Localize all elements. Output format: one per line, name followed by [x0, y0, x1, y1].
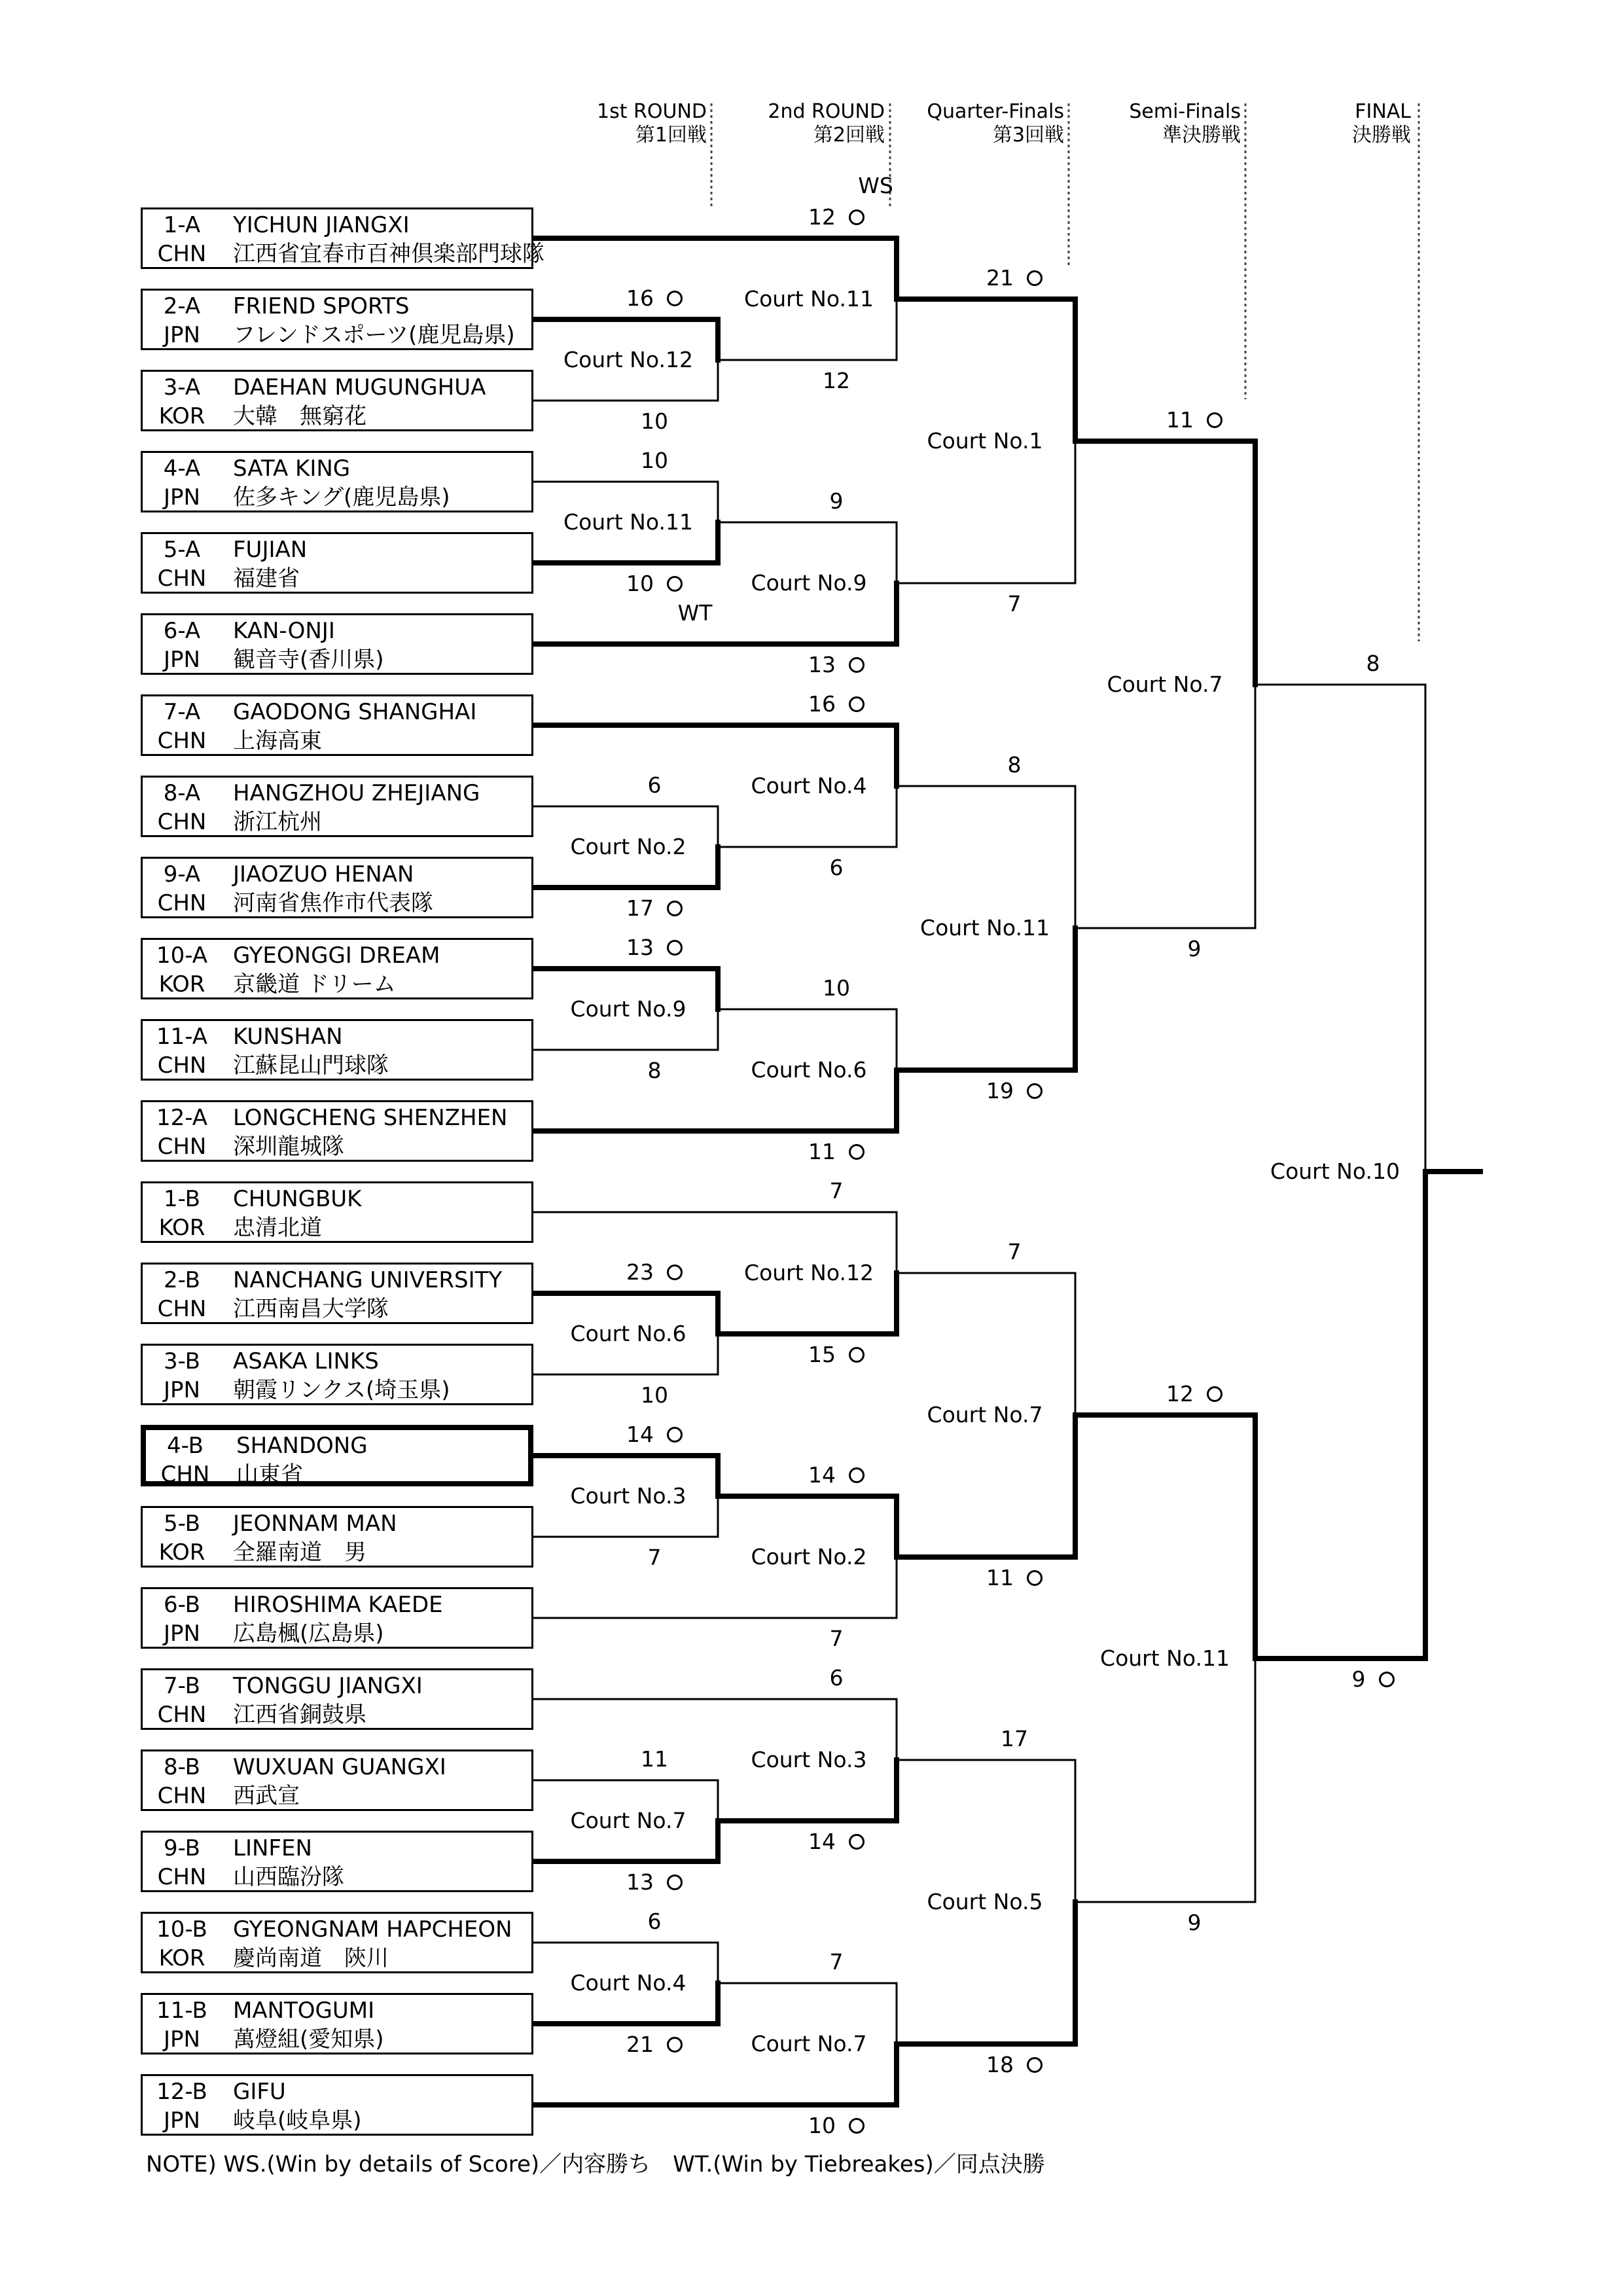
team-country: CHN — [157, 1702, 207, 1728]
score — [1063, 1910, 1325, 1935]
footnote: NOTE) WS.(Win by details of Score)／内容勝ち WT.(Win by Tiebreakes)／同点決勝 — [146, 2151, 1045, 2178]
score-text: 7 — [1007, 591, 1022, 617]
score-text: 9 — [829, 488, 844, 514]
court-label-text: Court No.9 — [751, 570, 867, 596]
score-text: 21 — [986, 265, 1014, 291]
team-name-en: SHANDONG — [236, 1433, 368, 1459]
score — [705, 1666, 967, 1691]
score-text: 7 — [647, 1545, 662, 1570]
team-name-ja: 萬燈組(愛知県) — [233, 2026, 384, 2053]
win-mark-icon — [667, 901, 683, 916]
court-label-text: Court No.3 — [751, 1747, 867, 1772]
round-header-en: Semi-Finals — [1129, 100, 1241, 123]
score — [705, 1463, 967, 1488]
win-mark-icon — [667, 940, 683, 956]
team-name-ja: 山西臨汾隊 — [233, 1864, 344, 1890]
team-name-en: FUJIAN — [233, 537, 308, 563]
court-label-text: Court No.7 — [751, 2031, 867, 2056]
team-name-ja: 江西南昌大学隊 — [233, 1296, 389, 1322]
score — [1242, 651, 1504, 676]
court-label-text: Court No.11 — [744, 286, 874, 312]
team-seed: 9-A — [163, 861, 201, 888]
round-header — [688, 100, 885, 147]
score-text: 17 — [1001, 1726, 1028, 1751]
score-text: 7 — [829, 1949, 844, 1975]
team-name-en: GYEONGNAM HAPCHEON — [233, 1916, 512, 1943]
team-seed: 5-A — [163, 537, 201, 563]
team-seed: 7-A — [163, 699, 201, 725]
team-name-en: HIROSHIMA KAEDE — [233, 1592, 443, 1618]
score-text: 8 — [1366, 651, 1380, 676]
win-mark-icon — [1207, 412, 1222, 428]
court-label-text: Court No.9 — [570, 996, 687, 1022]
team-name-en: GIFU — [233, 2079, 286, 2105]
score-text: 11 — [1166, 407, 1194, 433]
score — [883, 1240, 1145, 1265]
score — [705, 205, 967, 230]
team-name-en: SATA KING — [233, 456, 351, 482]
team-country: CHN — [157, 1052, 207, 1079]
court-label-text: Court No.4 — [751, 773, 867, 798]
court-label-text: Court No.6 — [751, 1057, 867, 1083]
team-name-ja: 朝霞リンクス(埼玉県) — [233, 1377, 450, 1403]
team-name-en: ASAKA LINKS — [233, 1348, 379, 1374]
team-name-en: GYEONGGI DREAM — [233, 942, 440, 969]
score-text: 14 — [808, 1462, 836, 1488]
score-text: 17 — [626, 895, 654, 921]
team-name-en: TONGGU JIANGXI — [233, 1673, 423, 1699]
team-name-ja: 西武宣 — [233, 1783, 300, 1809]
win-note-text: WS — [858, 173, 893, 198]
court-label-text: Court No.7 — [1107, 672, 1223, 697]
win-mark-icon — [1027, 2057, 1043, 2073]
team-seed: 2-B — [163, 1267, 200, 1293]
team-entry — [141, 1993, 533, 2054]
team-seed: 11-A — [156, 1024, 208, 1050]
team-name-en: DAEHAN MUGUNGHUA — [233, 374, 486, 401]
win-note — [745, 173, 1007, 198]
team-country: CHN — [160, 1462, 210, 1488]
score — [883, 2053, 1145, 2077]
score — [883, 1079, 1145, 1103]
team-country: JPN — [164, 484, 200, 511]
team-country: CHN — [157, 1296, 207, 1322]
score-text: 12 — [823, 368, 850, 393]
score — [705, 2113, 967, 2138]
win-mark-icon — [667, 1874, 683, 1890]
team-name-en: MANTOGUMI — [233, 1998, 375, 2024]
team-entry — [141, 776, 533, 837]
score-text: 18 — [986, 2052, 1014, 2077]
team-name-en: FRIEND SPORTS — [233, 293, 410, 319]
score-text: 15 — [808, 1342, 836, 1367]
team-name-ja: 大韓 無窮花 — [233, 403, 366, 429]
team-country: KOR — [158, 971, 205, 997]
team-entry — [141, 451, 533, 512]
team-name-ja: 上海高東 — [233, 728, 322, 754]
team-seed: 5-B — [163, 1511, 200, 1537]
team-entry — [141, 694, 533, 756]
court-label-text: Court No.4 — [570, 1970, 687, 1996]
win-mark-icon — [1027, 1083, 1043, 1099]
team-country: CHN — [157, 1864, 207, 1890]
team-entry — [141, 1425, 533, 1486]
team-seed: 2-A — [163, 293, 201, 319]
score — [705, 1139, 967, 1164]
win-mark-icon — [1379, 1672, 1395, 1687]
win-mark-icon — [849, 696, 865, 712]
score-text: 10 — [641, 1382, 668, 1408]
team-entry — [141, 1831, 533, 1892]
score — [524, 1870, 785, 1895]
score — [705, 653, 967, 677]
team-seed: 6-B — [163, 1592, 200, 1618]
win-mark-icon — [1207, 1386, 1222, 1402]
team-seed: 6-A — [163, 618, 201, 644]
team-seed: 10-B — [156, 1916, 207, 1943]
team-entry — [141, 2074, 533, 2136]
score-text: 16 — [626, 285, 654, 311]
score — [705, 1179, 967, 1204]
team-name-en: JIAOZUO HENAN — [233, 861, 414, 888]
team-country: JPN — [164, 2026, 200, 2053]
score-text: 14 — [808, 1829, 836, 1854]
team-entry — [141, 1019, 533, 1081]
score-text: 13 — [808, 652, 836, 677]
team-seed: 4-A — [163, 456, 201, 482]
score — [705, 1950, 967, 1975]
team-name-ja: 山東省 — [236, 1462, 303, 1488]
round-header — [1215, 100, 1411, 147]
score-text: 10 — [641, 408, 668, 434]
score — [1063, 408, 1325, 433]
court-label-text: Court No.7 — [927, 1402, 1043, 1427]
team-name-ja: 佐多キング(鹿児島県) — [233, 484, 450, 511]
win-mark-icon — [849, 1834, 865, 1850]
team-name-ja: 忠清北道 — [233, 1215, 322, 1241]
team-name-ja: 京畿道 ドリーム — [233, 971, 396, 997]
team-seed: 10-A — [156, 942, 208, 969]
team-seed: 3-A — [163, 374, 201, 401]
round-header — [868, 100, 1064, 147]
score — [1063, 937, 1325, 961]
team-name-en: YICHUN JIANGXI — [233, 212, 410, 238]
team-entry — [141, 1749, 533, 1811]
round-header-en: 2nd ROUND — [768, 100, 885, 123]
team-name-ja: 全羅南道 男 — [233, 1539, 366, 1566]
score — [705, 368, 967, 393]
team-country: JPN — [164, 322, 200, 348]
team-country: JPN — [164, 1621, 200, 1647]
score — [524, 896, 785, 921]
team-name-en: KAN-ONJI — [233, 618, 335, 644]
team-seed: 1-A — [163, 212, 201, 238]
round-header-ja: 第2回戦 — [813, 124, 885, 147]
round-header-en: Quarter-Finals — [927, 100, 1064, 123]
team-country: CHN — [157, 890, 207, 916]
court-label-text: Court No.1 — [927, 428, 1043, 454]
team-country: CHN — [157, 241, 207, 267]
score-text: 19 — [986, 1078, 1014, 1103]
team-name-ja: 岐阜(岐阜県) — [233, 2108, 362, 2134]
score — [705, 855, 967, 880]
team-entry — [141, 938, 533, 999]
score-text: 12 — [808, 204, 836, 230]
round-header-ja: 第1回戦 — [635, 124, 707, 147]
team-seed: 12-B — [156, 2079, 207, 2105]
score-text: 13 — [626, 1869, 654, 1895]
score-text: 10 — [823, 975, 850, 1001]
team-seed: 1-B — [163, 1186, 200, 1212]
team-name-ja: 江西省銅鼓県 — [233, 1702, 366, 1728]
score-text: 10 — [626, 571, 654, 596]
court-label-text: Court No.11 — [920, 915, 1050, 941]
team-entry — [141, 857, 533, 918]
win-mark-icon — [849, 1467, 865, 1483]
score-text: 14 — [626, 1422, 654, 1447]
round-header-ja: 準決勝戦 — [1162, 124, 1241, 147]
court-label — [1204, 1159, 1466, 1184]
round-header — [1044, 100, 1241, 147]
team-name-en: JEONNAM MAN — [233, 1511, 397, 1537]
team-name-en: HANGZHOU ZHEJIANG — [233, 780, 480, 806]
win-mark-icon — [849, 2118, 865, 2134]
team-name-ja: 河南省焦作市代表隊 — [233, 890, 433, 916]
round-header-en: FINAL — [1355, 100, 1411, 123]
score-text: 8 — [1007, 752, 1022, 778]
score-text: 7 — [829, 1626, 844, 1651]
court-label-text: Court No.12 — [744, 1260, 874, 1285]
team-entry — [141, 1100, 533, 1162]
score-text: 10 — [641, 448, 668, 473]
score — [524, 448, 785, 473]
score-text: 13 — [626, 935, 654, 960]
court-label-text: Court No.6 — [570, 1321, 687, 1346]
score — [883, 1566, 1145, 1590]
score — [883, 1727, 1145, 1751]
round-header-ja: 第3回戦 — [992, 124, 1064, 147]
score — [705, 1626, 967, 1651]
win-mark-icon — [849, 657, 865, 673]
score — [883, 266, 1145, 291]
score — [524, 1422, 785, 1447]
team-seed: 8-B — [163, 1754, 200, 1780]
court-label-text: Court No.2 — [570, 834, 687, 859]
team-seed: 11-B — [156, 1998, 207, 2024]
team-country: CHN — [157, 809, 207, 835]
team-name-ja: 福建省 — [233, 565, 300, 592]
score — [705, 692, 967, 717]
win-mark-icon — [1027, 270, 1043, 286]
team-country: CHN — [157, 728, 207, 754]
team-name-ja: 浙江杭州 — [233, 809, 322, 835]
team-name-en: KUNSHAN — [233, 1024, 343, 1050]
win-note-text: WT — [677, 600, 713, 626]
court-label-text: Court No.5 — [927, 1889, 1043, 1914]
score — [883, 592, 1145, 617]
team-name-en: GAODONG SHANGHAI — [233, 699, 477, 725]
score — [1063, 1382, 1325, 1407]
score — [705, 489, 967, 514]
win-mark-icon — [1027, 1570, 1043, 1586]
win-note — [564, 601, 826, 626]
team-entry — [141, 370, 533, 431]
team-name-en: CHUNGBUK — [233, 1186, 362, 1212]
team-entry — [141, 1344, 533, 1405]
court-label-text: Court No.12 — [563, 347, 693, 372]
team-name-en: NANCHANG UNIVERSITY — [233, 1267, 503, 1293]
win-mark-icon — [667, 1427, 683, 1443]
score-text: 7 — [829, 1178, 844, 1204]
team-name-ja: 深圳龍城隊 — [233, 1134, 344, 1160]
score — [524, 1383, 785, 1408]
team-country: KOR — [158, 1945, 205, 1971]
score-text: 6 — [647, 1909, 662, 1934]
team-name-en: LONGCHENG SHENZHEN — [233, 1105, 508, 1131]
score — [705, 1342, 967, 1367]
score — [705, 1829, 967, 1854]
team-seed: 3-B — [163, 1348, 200, 1374]
team-name-ja: 江西省宜春市百神倶楽部門球隊 — [233, 241, 544, 267]
round-header — [510, 100, 707, 147]
score — [705, 976, 967, 1001]
team-entry — [141, 613, 533, 675]
team-entry — [141, 289, 533, 350]
team-seed: 8-A — [163, 780, 201, 806]
team-name-ja: 広島楓(広島県) — [233, 1621, 384, 1647]
team-entry — [141, 1181, 533, 1243]
score — [1242, 1667, 1504, 1692]
score-text: 12 — [1166, 1381, 1194, 1407]
win-mark-icon — [849, 209, 865, 225]
team-entry — [141, 532, 533, 594]
team-entry — [141, 1263, 533, 1324]
court-label-text: Court No.7 — [570, 1808, 687, 1833]
score — [524, 409, 785, 434]
team-name-ja: 慶尚南道 陝川 — [233, 1945, 389, 1971]
win-mark-icon — [849, 1347, 865, 1363]
score-text: 7 — [1007, 1239, 1022, 1265]
team-country: JPN — [164, 2108, 200, 2134]
team-seed: 4-B — [166, 1433, 204, 1459]
score-text: 6 — [647, 772, 662, 798]
round-header-en: 1st ROUND — [597, 100, 707, 123]
round-header-ja: 決勝戦 — [1352, 124, 1411, 147]
team-country: CHN — [157, 1783, 207, 1809]
score-text: 23 — [626, 1259, 654, 1285]
court-label-text: Court No.11 — [563, 509, 693, 535]
win-mark-icon — [849, 1144, 865, 1160]
score-text: 6 — [829, 1665, 844, 1691]
court-label-text: Court No.3 — [570, 1483, 687, 1509]
court-label-text: Court No.10 — [1270, 1158, 1400, 1184]
team-entry — [141, 1587, 533, 1649]
score-text: 9 — [1187, 1910, 1202, 1935]
team-country: KOR — [158, 403, 205, 429]
score-text: 9 — [1187, 936, 1202, 961]
score-text: 9 — [1351, 1666, 1366, 1692]
team-name-ja: フレンドスポーツ(鹿児島県) — [233, 322, 515, 348]
score-text: 8 — [647, 1058, 662, 1083]
team-entry — [141, 1506, 533, 1568]
team-country: JPN — [164, 1377, 200, 1403]
team-country: CHN — [157, 1134, 207, 1160]
score-text: 11 — [808, 1139, 836, 1164]
score-text: 16 — [808, 691, 836, 717]
court-label-text: Court No.2 — [751, 1544, 867, 1570]
team-name-en: LINFEN — [233, 1835, 312, 1861]
team-name-ja: 観音寺(香川県) — [233, 647, 384, 673]
team-seed: 9-B — [163, 1835, 200, 1861]
team-country: CHN — [157, 565, 207, 592]
team-country: KOR — [158, 1215, 205, 1241]
team-entry — [141, 207, 544, 269]
score-text: 21 — [626, 2032, 654, 2057]
score — [883, 753, 1145, 778]
score — [524, 935, 785, 960]
team-country: KOR — [158, 1539, 205, 1566]
team-entry — [141, 1668, 533, 1730]
score-text: 10 — [808, 2113, 836, 2138]
team-seed: 12-A — [156, 1105, 208, 1131]
score-text: 11 — [641, 1746, 668, 1772]
score-text: 6 — [829, 855, 844, 880]
team-name-en: WUXUAN GUANGXI — [233, 1754, 446, 1780]
team-name-ja: 江蘇昆山門球隊 — [233, 1052, 389, 1079]
team-entry — [141, 1912, 533, 1973]
score — [524, 1909, 785, 1934]
score-text: 11 — [986, 1565, 1014, 1590]
team-seed: 7-B — [163, 1673, 200, 1699]
court-label-text: Court No.11 — [1100, 1645, 1230, 1671]
team-country: JPN — [164, 647, 200, 673]
